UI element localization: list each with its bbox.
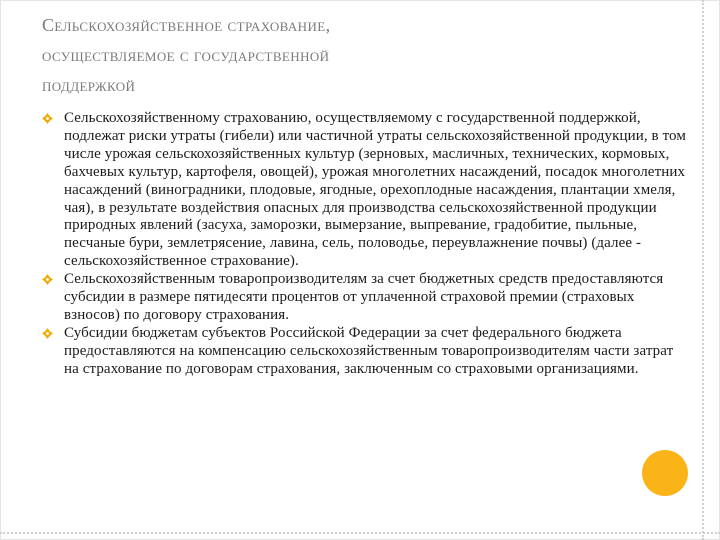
slide-title-line: поддержкой: [42, 75, 136, 95]
bullet-text: Сельскохозяйственному страхованию, осуществляемому с государственной поддержкой, подлежат риски утраты (гибели) или частичной утраты сельскохозяйственной продукции, в том числе урожая сельскохозяйственных культур (зерновых, масличных, технических, кормовых, бахчевых культур, картофеля, овощей), урожая многолетних насаждений, посадок многолетних насаждений (виноградники, плодовые, ягодные, орехоплодные насаждения, плантации хмеля, чая), в результате воздействия опасных для производства сельскохозяйственной продукции природных явлений (засуха, заморозки, вымерзание, выпревание, градобитие, пыльные, песчаные бури, землетрясение, лавина, сель, половодье, переувлажнение почвы) (далее - сельскохозяйственное страхование).: [64, 110, 686, 270]
bullet-text: Сельскохозяйственным товаропроизводителям за счет бюджетных средств предоставляются субсидии в размере пятидесяти процентов от уплаченной страховой премии (страховых взносов) по договору страхования.: [64, 271, 664, 323]
orange-circle-ornament: [642, 450, 688, 496]
bullet-list: [42, 110, 690, 379]
fleuron-bullet-icon: [42, 328, 53, 339]
bullet-text: Субсидии бюджетам субъектов Российской Федерации за счет федерального бюджета предоставляются на компенсацию сельскохозяйственным товаропроизводителям части затрат на страхование по договорам страхования, заключенным со страховыми организациями.: [64, 324, 674, 377]
fleuron-bullet-icon: [42, 113, 53, 124]
slide-right-border: [702, 0, 704, 540]
slide-bottom-border: [0, 532, 720, 534]
fleuron-bullet-icon: [42, 274, 53, 285]
bullet-item: [42, 110, 690, 271]
bullet-item: [42, 325, 690, 379]
slide-title-line: осуществляемое с государственной: [42, 45, 330, 65]
bullet-item: [42, 271, 690, 325]
slide-title: [42, 10, 682, 100]
slide-title-line: Сельскохозяйственное страхование,: [42, 15, 331, 35]
